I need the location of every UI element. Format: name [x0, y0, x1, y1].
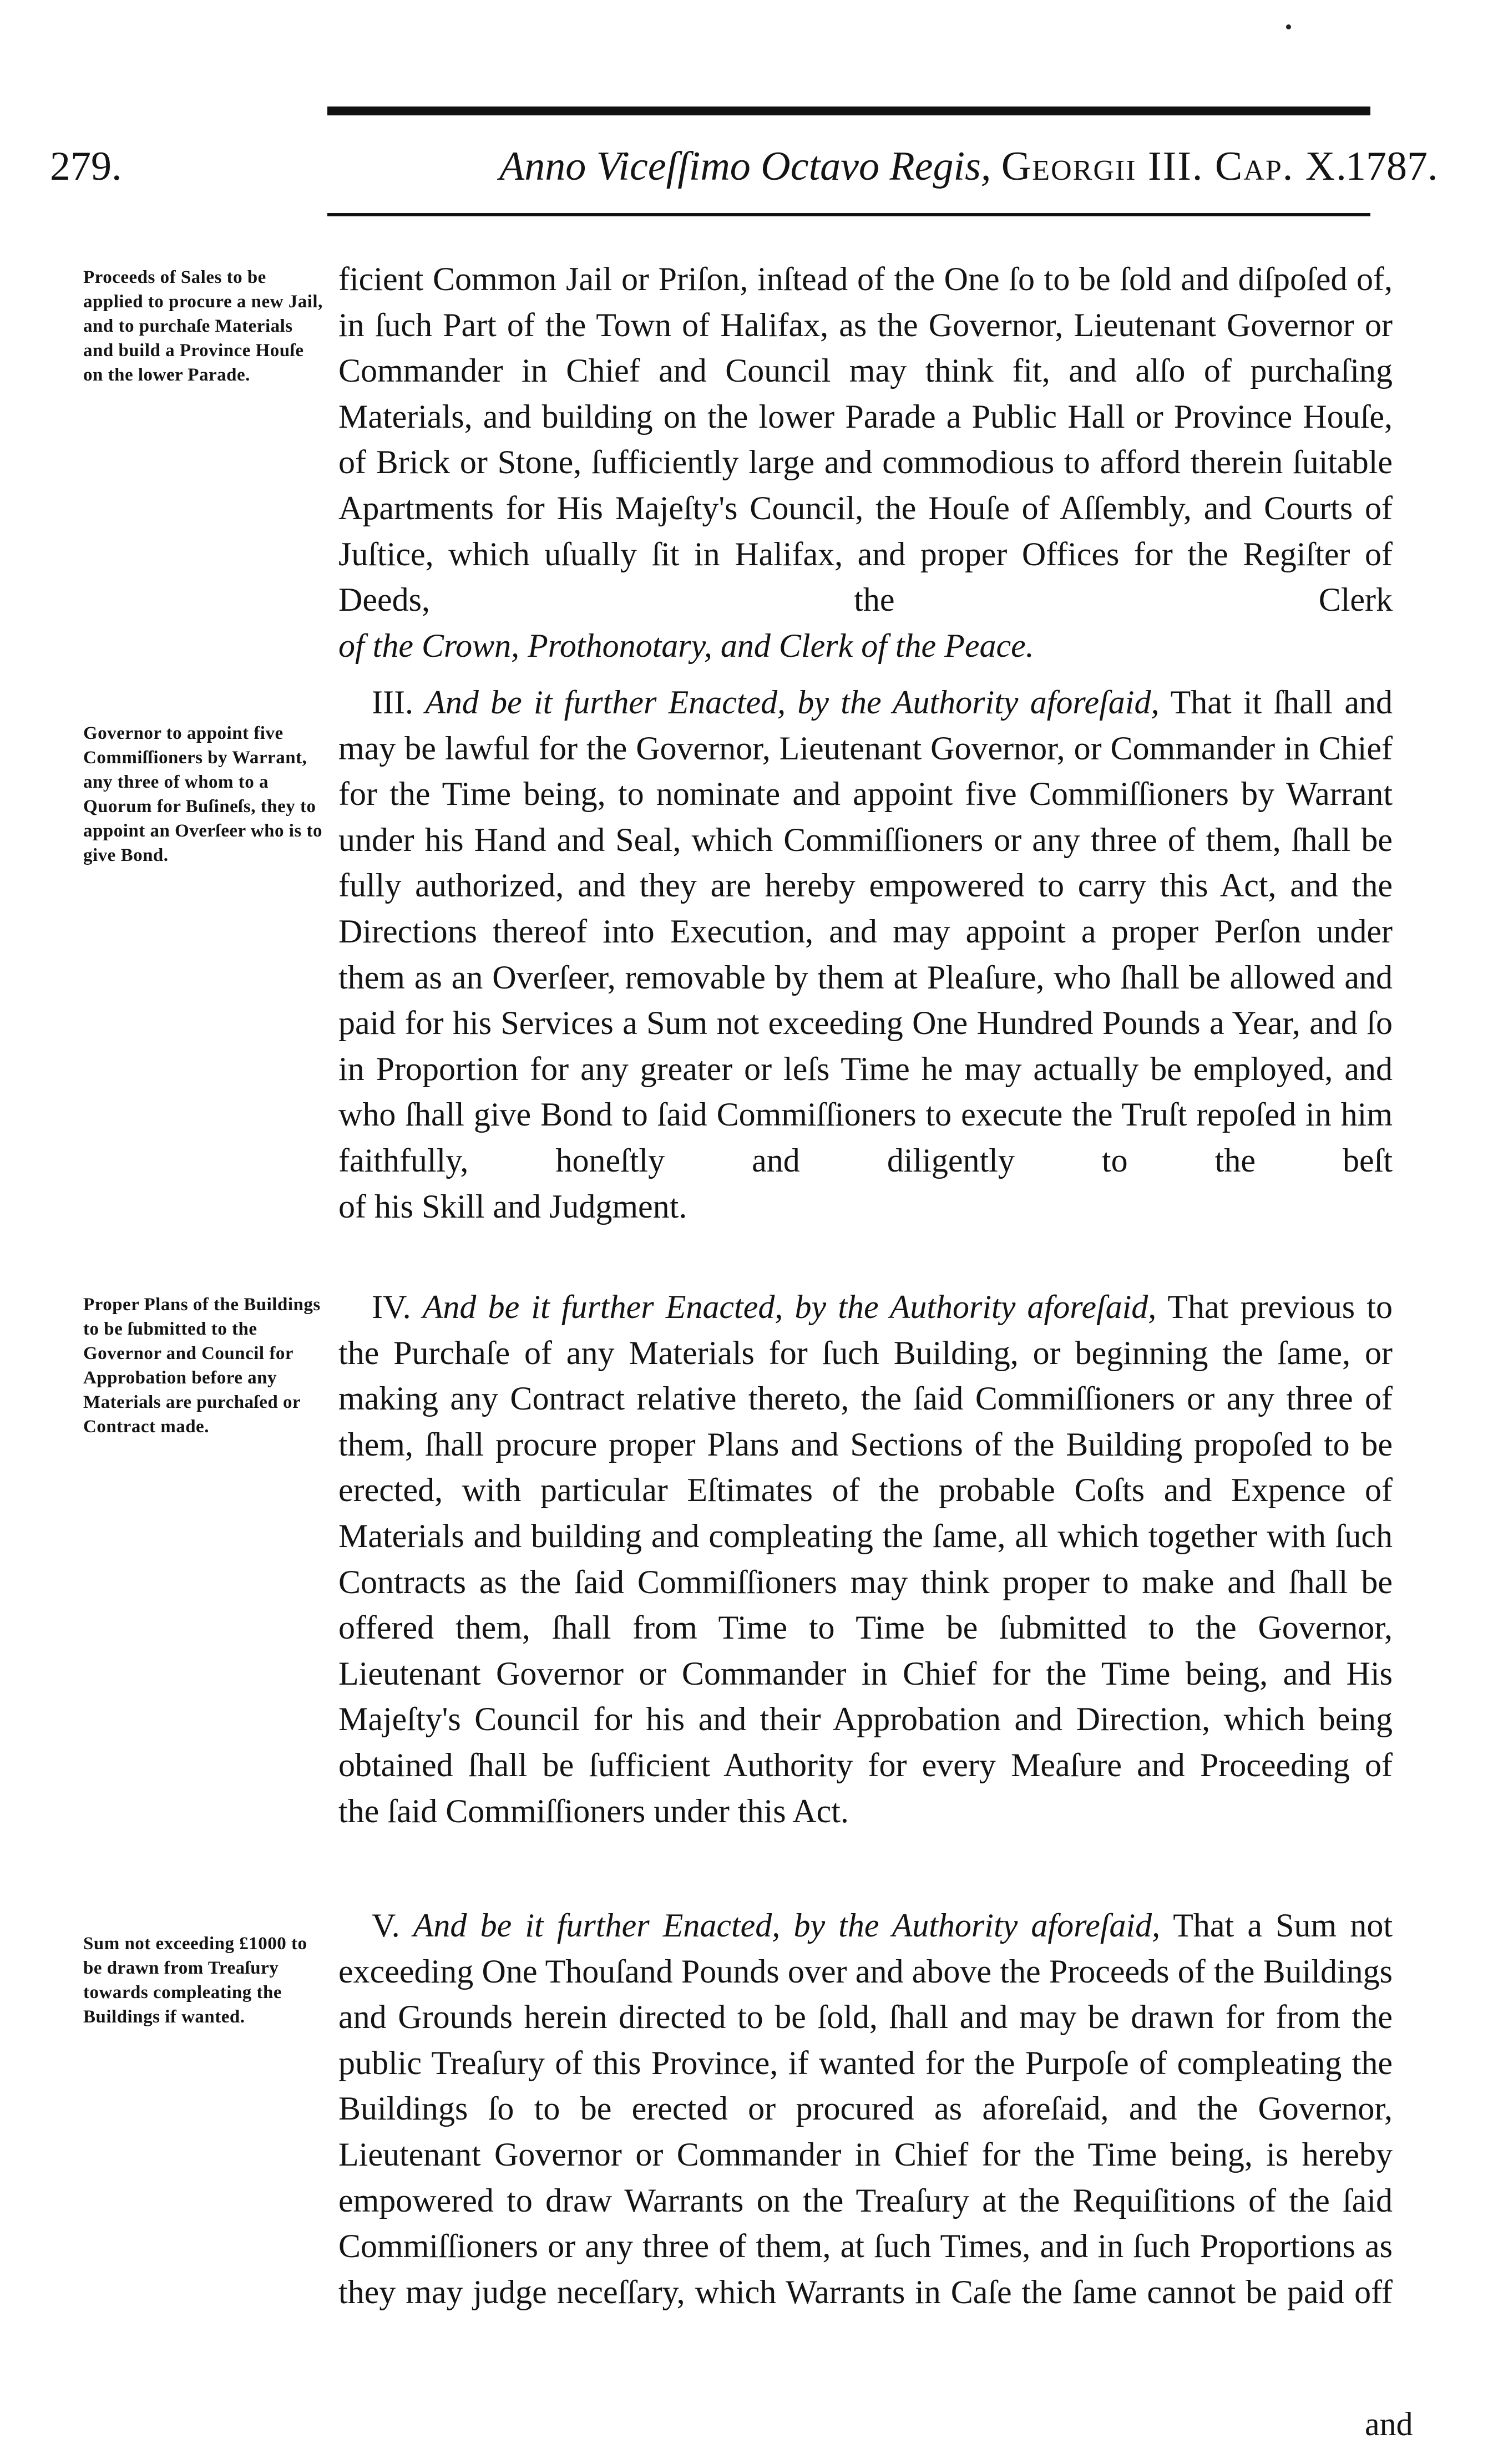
section-body: ficient Common Jail or Priſon, inſtead of the One ſo to be ſold and diſpoſed of, in ſuch Part of the Town of Halifax, as the Governor, Lieutenant Governor or Commander in Chief and Council may think fit, and alſo of purchaſing Materials, and building on the lower Parade a Public Hall or Province Houſe, of Brick or Stone, ſufficiently large and commodious to afford therein ſuitable Apartments for His Majeſty's Council, the Houſe of Aſſembly, and Courts of Juſtice, which uſually ſit in Halifax, and proper Offices for the Regiſter of Deeds, the Clerk — [338, 261, 1393, 618]
ink-speck — [1286, 24, 1291, 29]
enacting-clause: And be it further Enacted, by the Authority aforeſaid, — [413, 1907, 1161, 1944]
enacting-clause: And be it further Enacted, by the Authority aforeſaid, — [422, 1289, 1157, 1325]
sidenote-sum: Sum not exceeding £1000 to be drawn from Treaſury towards compleating the Buildings if wanted. — [83, 1934, 307, 2027]
enacting-clause: And be it further Enacted, by the Authority aforeſaid, — [425, 684, 1160, 721]
section-iii — [338, 680, 1393, 1229]
section-body-wrapper — [338, 1903, 1393, 2315]
section-numeral: IV. — [372, 1289, 411, 1325]
section-body-wrapper — [338, 1284, 1393, 1788]
section-last-line: of his Skill and Judgment. — [338, 1188, 687, 1225]
section-body: That a Sum not exceeding One Thouſand Pounds over and above the Proceeds of the Buildings and Grounds herein directed to be ſold, ſhall and may be drawn for from the public Treaſury of this Province, if wanted for the Purpoſe of compleating the Buildings ſo to be erected or procured as aforeſaid, and the Governor, Lieutenant Governor or Commander in Chief for the Time being, is hereby empowered to draw Warrants on the Treaſury at the Requiſitions of the ſaid Commiſſioners or any three of them, at ſuch Times, and in ſuch Proportions as they may judge neceſſary, which Warrants in Caſe the ſame cannot be paid off — [338, 1907, 1393, 2310]
section-last-line: of the Crown, Prothonotary, and Clerk of the Peace. — [338, 627, 1034, 664]
header-rule-top — [327, 107, 1370, 115]
section-v — [338, 1903, 1393, 2315]
page-number: 279. — [50, 144, 122, 189]
page-header — [50, 136, 1438, 197]
running-head — [499, 136, 1348, 197]
header-rule-bottom — [327, 213, 1370, 216]
section-body: That it ſhall and may be lawful for the Governor, Lieutenant Governor, or Commander in Chief for the Time being, to nominate and appoint five Commiſſioners by Warrant under his Hand and Seal, which Commiſſioners or any three of them, ſhall be fully authorized, and they are hereby empowered to carry this Act, and the Directions thereof into Execution, and may appoint a proper Perſon under them as an Overſeer, removable by them at Pleaſure, who ſhall be allowed and paid for his Services a Sum not exceeding One Hundred Pounds a Year, and ſo in Proportion for any greater or leſs Time he may actually be employed, and who ſhall give Bond to ſaid Commiſſioners to execute the Truſt repoſed in him faithfully, honeſtly and diligently to the beſt — [338, 684, 1393, 1179]
section-numeral: III. — [372, 684, 413, 721]
sidenote-governor: Governor to appoint five Commiſſioners by Warrant, any three of whom to a Quorum for Buſineſs, they to appoint an Overſeer who is to give Bond. — [83, 723, 322, 865]
header-year: 1787. — [1345, 144, 1438, 189]
running-head-chapter: Georgii III. Cap. X. — [1001, 144, 1348, 189]
section-numeral: V. — [372, 1907, 400, 1944]
catchword: and — [1365, 2406, 1413, 2442]
section-body-wrapper — [338, 680, 1393, 1184]
sidenote-plans: Proper Plans of the Buildings to be ſubmitted to the Governor and Council for Approbation before any Materials are purchaſed or Contract made. — [83, 1295, 321, 1437]
section-body: That previous to the Purchaſe of any Materials for ſuch Building, or beginning the ſame, or making any Contract relative thereto, the ſaid Commiſſioners or any three of them, ſhall procure proper Plans and Sections of the Building propoſed to be erected, with particular Eſtimates of the probable Coſts and Expence of Materials and building and compleating the ſame, all which together with ſuch Contracts as the ſaid Commiſſioners may think proper to make and ſhall be offered them, ſhall from Time to Time be ſubmitted to the Governor, Lieutenant Governor or Commander in Chief for the Time being, and His Majeſty's Council for his and their Approbation and Direction, which being obtained ſhall be ſufficient Authority for every Meaſure and Proceeding of — [338, 1289, 1393, 1783]
section-last-line: the ſaid Commiſſioners under this Act. — [338, 1792, 849, 1829]
sidenote-proceeds: Proceeds of Sales to be applied to procure a new Jail, and to purchaſe Materials and build a Province Houſe on the lower Parade. — [83, 267, 323, 385]
section-iv — [338, 1284, 1393, 1834]
running-head-regnal-year: Anno Viceſſimo Octavo Regis, — [499, 144, 991, 189]
section-continuation — [338, 256, 1393, 668]
